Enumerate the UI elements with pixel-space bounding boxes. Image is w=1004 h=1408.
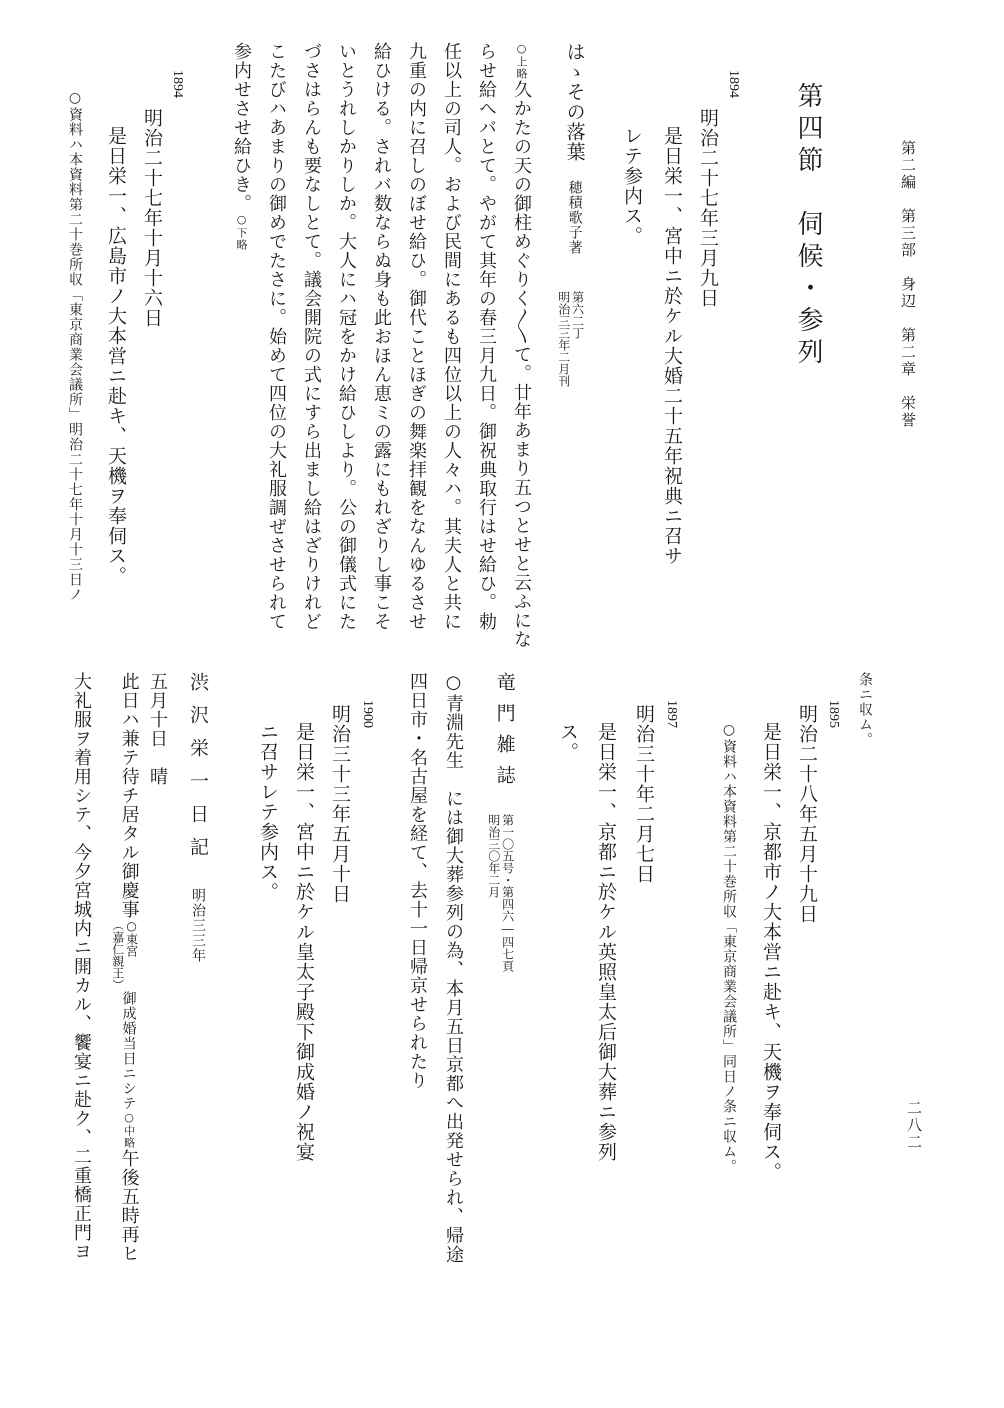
source-title: 竜門雑誌	[493, 672, 516, 796]
text: 此日ハ兼テ待チ居タル御慶事	[118, 672, 140, 919]
entry-note: ○資料ハ本資料第二十巻所収「東京商業会議所」明治二十七年十月十三日ノ	[67, 90, 83, 602]
text: 久かたの天の御柱めぐりく〳〵て。廿年あまり五つとせと云ふにな	[511, 80, 532, 649]
omission-marker: ○上略	[515, 42, 528, 80]
text-line: こたびハあまりの御めでたさに。始めて四位の大礼服調ぜさせられて	[266, 42, 287, 631]
entry-year: 1900	[360, 700, 375, 728]
entry-note-continuation: 条ニ収ム。	[857, 672, 873, 747]
text: 参内せさせ給ひき。	[231, 42, 252, 213]
entry-year: 1894	[726, 70, 741, 98]
source-title: はゝその落葉	[563, 42, 586, 162]
text: 午後五時再ヒ	[118, 1149, 140, 1263]
text-line: 大礼服ヲ着用シテ、今夕宮城内ニ開カル、饗宴ニ赴ク、二重橋正門ヨ	[71, 672, 92, 1261]
entry-summary: 是日栄一、宮中ニ於ケル大婚二十五年祝典ニ召サ	[661, 126, 683, 566]
entry-summary: 是日栄一、京都ニ於ケル英照皇太后御大葬ニ参列	[595, 722, 617, 1162]
page-number: 二八二	[905, 1100, 923, 1151]
source-heading	[188, 672, 207, 963]
annotation	[110, 919, 138, 991]
diary-date: 五月十日 晴	[147, 672, 168, 786]
running-head: 第二編 第三部 身辺 第二章 栄誉	[899, 140, 917, 429]
entry-date: 明治二十七年十月十六日	[141, 108, 163, 328]
entry-date: 明治三十年二月七日	[633, 704, 655, 884]
entry-summary: 是日栄一、京都市ノ大本営ニ赴キ、天機ヲ奉伺ス。	[760, 722, 782, 1182]
entry-summary: ス。	[557, 722, 579, 762]
text: 御成婚当日ニシテ	[120, 991, 137, 1111]
omission-marker: ○中略	[122, 1111, 136, 1149]
text-line: 九重の内に召しのぼせ給ひ。御代ことほぎの舞楽拝観をなんゆるさせ	[406, 42, 427, 631]
text-line	[110, 672, 138, 1263]
text-line: 四日市・名古屋を経て、去十一日帰京せられたり	[407, 672, 428, 1090]
source-author: 穂積歌子著	[566, 180, 583, 255]
citation-page: 第一〇五号・第四六―四七頁	[500, 814, 515, 972]
entry-date: 明治二十八年五月十九日	[796, 704, 818, 924]
entry-summary: 是日栄一、宮中ニ於ケル皇太子殿下御成婚ノ祝宴	[293, 722, 315, 1162]
section-title: 第四節 伺候・参列	[793, 82, 823, 370]
entry-date: 明治二十七年三月九日	[697, 108, 719, 308]
entry-year: 1895	[826, 700, 841, 728]
entry-date: 明治三十三年五月十日	[329, 704, 351, 904]
omission-marker: ○下略	[235, 213, 248, 251]
entry-summary: 是日栄一、広島市ノ大本営ニ赴キ、天機ヲ奉伺ス。	[105, 126, 127, 586]
text-line	[512, 42, 530, 649]
citation-date: 明治三三年二月刊	[556, 291, 571, 387]
entry-year: 1897	[664, 700, 679, 728]
entry-note: ○資料ハ本資料第二十巻所収「東京商業会議所」同日ノ条ニ収ム。	[721, 722, 737, 1174]
source-citation	[486, 814, 514, 972]
text-line: 任以上の司人。および民間にあるも四位以上の人々ハ。其夫人と共に	[441, 42, 462, 631]
entry-summary: ニ召サレテ参内ス。	[257, 722, 279, 902]
source-heading	[556, 42, 584, 387]
text-line	[232, 42, 250, 251]
text-line: ○青淵先生 には御大葬参列の為、本月五日京都へ出発せられ、帰途	[443, 672, 464, 1264]
source-citation	[556, 291, 584, 387]
text-line: づさはらんも要なしとて。議会開院の式にすら出まし給はざりけれど	[301, 42, 322, 631]
annotation-part: （嘉仁親王）	[110, 919, 125, 991]
source-citation: 明治三三年	[190, 888, 206, 963]
annotation-part: ○東宮	[124, 919, 139, 957]
source-title: 渋沢栄一日記	[187, 672, 209, 870]
citation-page: 第六二丁	[570, 291, 585, 339]
source-heading	[486, 672, 514, 972]
citation-date: 明治三〇年二月	[486, 814, 501, 898]
entry-summary: レテ参内ス。	[621, 126, 643, 246]
text-line: いとうれしかりしか。大人にハ冠をかけ給ひしより。公の御儀式にた	[336, 42, 357, 631]
entry-year: 1894	[170, 70, 185, 98]
text-line: らせ給へバとて。やがて其年の春三月九日。御祝典取行はせ給ひ。勅	[476, 42, 497, 631]
text-line: 給ひける。されバ数ならぬ身も此おほん恵ミの露にもれざりし事こそ	[371, 42, 392, 631]
